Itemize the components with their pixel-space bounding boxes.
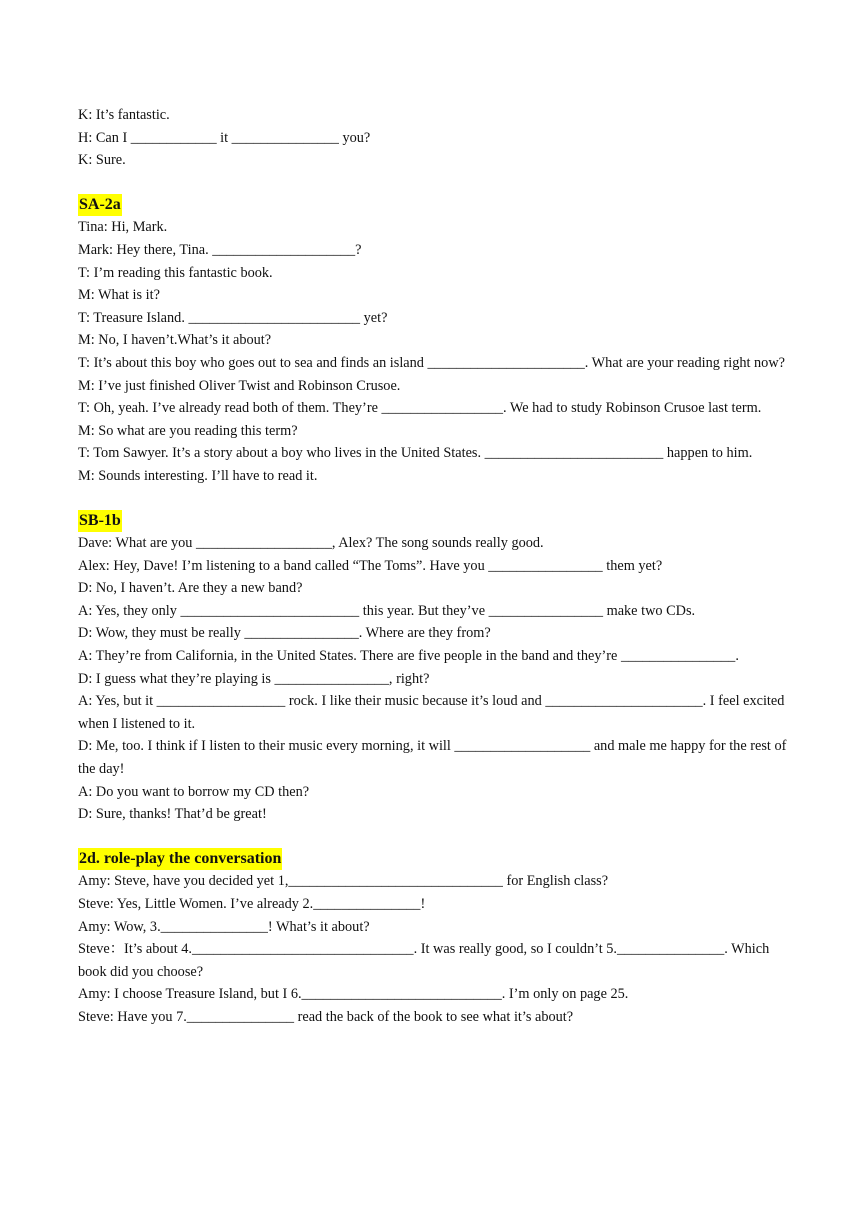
dialogue-line: A: Yes, they only _________________________ this year. But they’ve ________________ make two CDs.: [78, 602, 696, 619]
dialogue-line: M: I’ve just finished Oliver Twist and Robinson Crusoe.: [78, 377, 401, 394]
dialogue-line: H: Can I ____________ it _______________ you?: [78, 129, 371, 146]
dialogue-line: Dave: What are you ___________________, Alex? The song sounds really good.: [78, 535, 544, 552]
dialogue-line: M: No, I haven’t.What’s it about?: [78, 332, 272, 349]
section-heading: 2d. role-play the conversation: [78, 848, 282, 871]
dialogue-line: K: It’s fantastic.: [78, 107, 170, 123]
dialogue-line: D: Me, too. I think if I listen to their music every morning, it will ___________________ and male me happy for the rest of the day!: [78, 738, 787, 778]
dialogue-line: M: Sounds interesting. I’ll have to read it.: [78, 467, 318, 484]
dialogue-line: Steve：It’s about 4._______________________________. It was really good, so I couldn’t 5._______________. Which book did you choose?: [78, 941, 770, 980]
section-heading: SA-2a: [78, 194, 122, 217]
dialogue-line: D: Sure, thanks! That’d be great!: [78, 806, 267, 823]
section-heading: SB-1b: [78, 510, 122, 533]
worksheet-page: [78, 104, 788, 1047]
dialogue-line: M: So what are you reading this term?: [78, 422, 298, 439]
dialogue-line: Steve: Have you 7._______________ read the back of the book to see what it’s about?: [78, 1008, 574, 1025]
dialogue-line: M: What is it?: [78, 287, 160, 304]
section-sa-2a: [78, 194, 788, 488]
dialogue-line: A: Do you want to borrow my CD then?: [78, 783, 310, 800]
dialogue-line: K: Sure.: [78, 152, 126, 169]
dialogue-line: D: No, I haven’t. Are they a new band?: [78, 580, 303, 597]
dialogue-line: T: Tom Sawyer. It’s a story about a boy who lives in the United States. _________________________ happen to him.: [78, 445, 753, 462]
intro-dialogue: [78, 104, 788, 172]
dialogue-line: A: They’re from California, in the United States. There are five people in the band and they’re ________________.: [78, 648, 739, 665]
dialogue-line: Tina: Hi, Mark.: [78, 219, 168, 236]
dialogue-line: T: Treasure Island. ________________________ yet?: [78, 309, 388, 326]
dialogue-line: T: Oh, yeah. I’ve already read both of them. They’re _________________. We had to study Robinson Crusoe last term.: [78, 400, 762, 417]
dialogue-line: D: I guess what they’re playing is ________________, right?: [78, 670, 430, 687]
dialogue-line: Steve: Yes, Little Women. I’ve already 2._______________!: [78, 896, 426, 912]
dialogue-line: T: It’s about this boy who goes out to sea and finds an island ______________________. What are your reading right now?: [78, 354, 786, 371]
dialogue-line: D: Wow, they must be really ________________. Where are they from?: [78, 625, 491, 642]
dialogue-line: A: Yes, but it __________________ rock. I like their music because it’s loud and ______________________. I feel excited when I listened to it.: [78, 693, 785, 732]
section-sb-1b: [78, 510, 788, 826]
dialogue-line: Amy: Steve, have you decided yet 1,______________________________ for English class?: [78, 873, 609, 890]
dialogue-line: Alex: Hey, Dave! I’m listening to a band called “The Toms”. Have you ________________ them yet?: [78, 557, 663, 574]
dialogue-line: T: I’m reading this fantastic book.: [78, 264, 273, 281]
section-2d-role-play: [78, 848, 788, 1029]
dialogue-line: Mark: Hey there, Tina. ____________________?: [78, 241, 362, 258]
dialogue-line: Amy: Wow, 3._______________! What’s it about?: [78, 918, 370, 935]
dialogue-line: Amy: I choose Treasure Island, but I 6.____________________________. I’m only on page 25.: [78, 986, 629, 1003]
